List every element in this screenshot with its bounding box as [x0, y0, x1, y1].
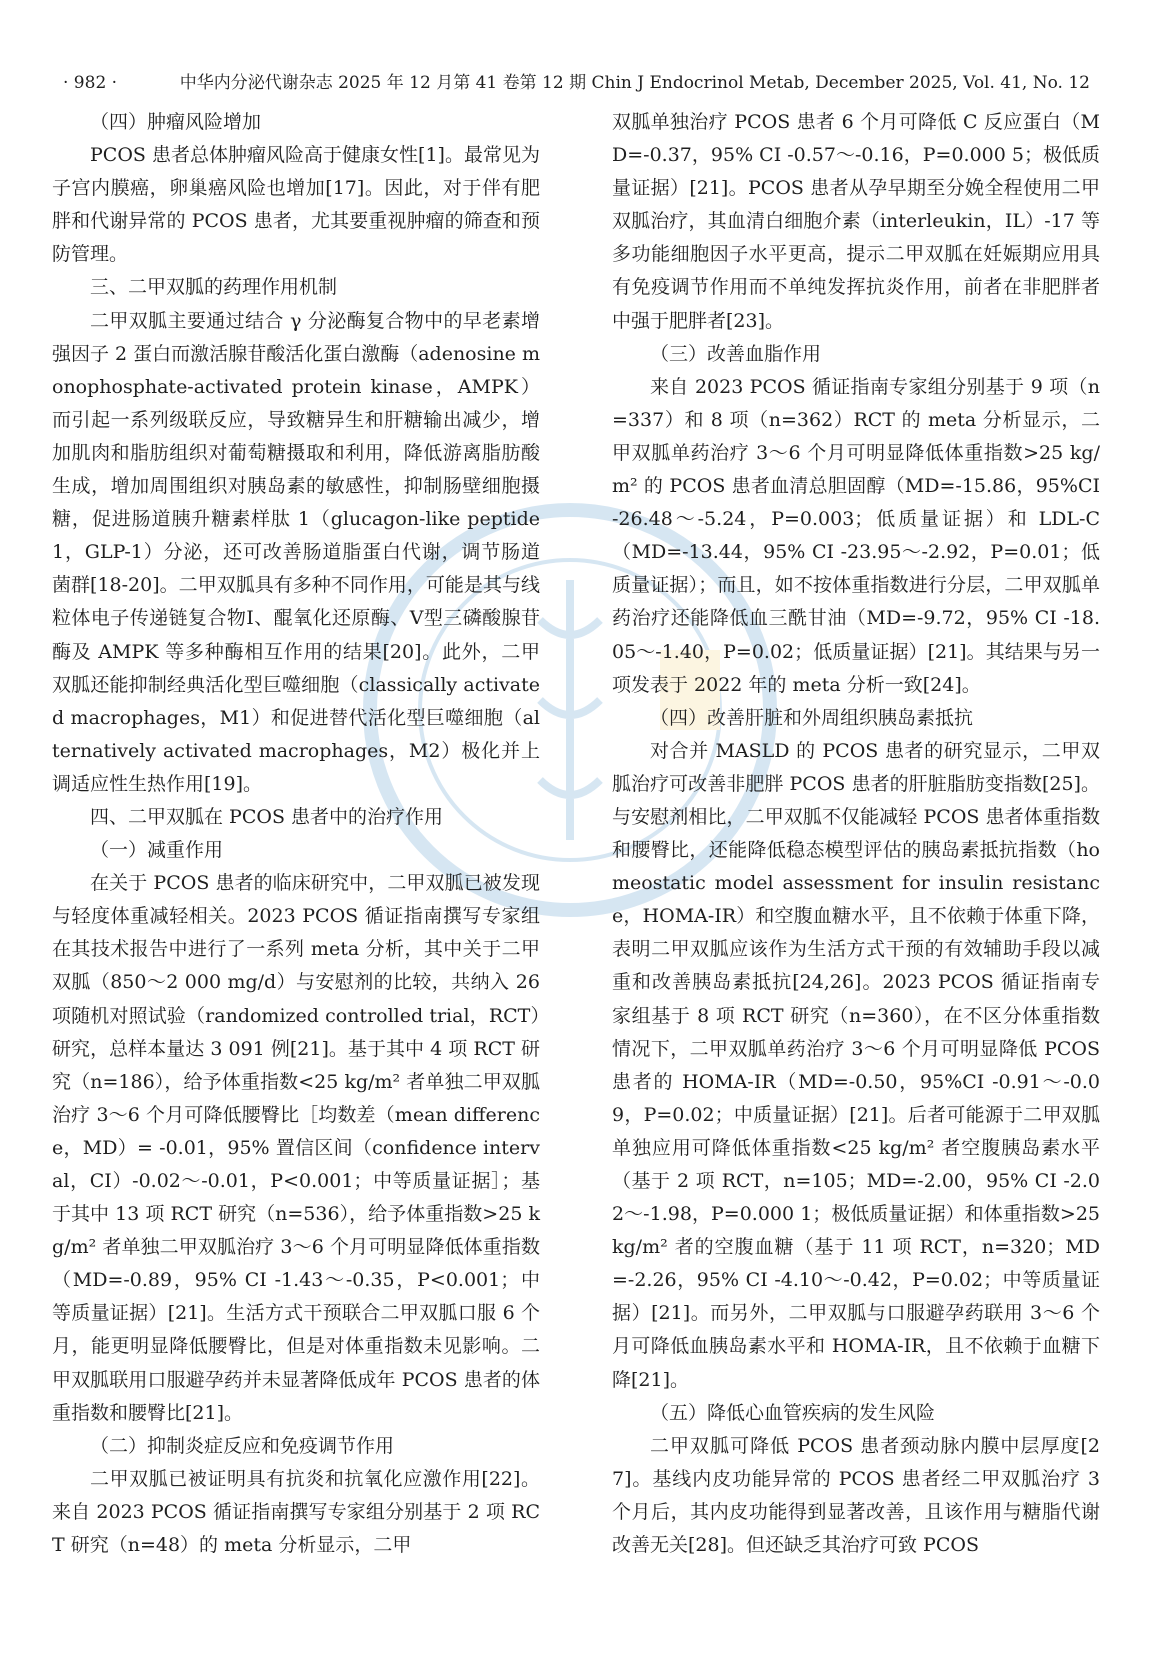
section-heading: （一）减重作用 [90, 839, 224, 862]
right-column [612, 106, 1100, 1562]
left-column [52, 106, 540, 1562]
body-paragraph: 对合并 MASLD 的 PCOS 患者的研究显示，二甲双胍治疗可改善非肥胖 PCOS 患者的肝脏脂肪变指数[25]。与安慰剂相比，二甲双胍不仅能减轻 PCOS 患者体重指数和腰臀比，还能降低稳态模型评估的胰岛素抵抗指数（homeostatic model assessment for insulin resistance，HOMA-IR）和空腹血糖水平，且不依赖于体重下降，表明二甲双胍应该作为生活方式干预的有效辅助手段以减重和改善胰岛素抵抗[24,26]。2023 PCOS 循证指南专家组基于 8 项 RCT 研究（n=360），在不区分体重指数情况下，二甲双胍单药治疗 3～6 个月可明显降低 PCOS 患者的 HOMA-IR（MD=-0.50，95%CI -0.91～-0.09，P=0.02；中质量证据）[21]。后者可能源于二甲双胍单独应用可降低体重指数<25 kg/m² 者空腹胰岛素水平（基于 2 项 RCT，n=105；MD=-2.00，95% CI -2.02～-1.98，P=0.000 1；极低质量证据）和体重指数>25 kg/m² 者的空腹血糖（基于 11 项 RCT，n=320；MD=-2.26，95% CI -4.10～-0.42，P=0.02；中等质量证据）[21]。而另外，二甲双胍与口服避孕药联用 3～6 个月可降低血胰岛素水平和 HOMA-IR，且不依赖于血糖下降[21]。 [612, 739, 1100, 1391]
section-heading: 三、二甲双胍的药理作用机制 [90, 276, 338, 299]
body-paragraph: PCOS 患者总体肿瘤风险高于健康女性[1]。最常见为子宫内膜癌，卵巢癌风险也增加[17]。因此，对于伴有肥胖和代谢异常的 PCOS 患者，尤其要重视肿瘤的筛查和预防管理。 [52, 144, 540, 266]
page-header [50, 70, 1102, 96]
section-heading: （四）肿瘤风险增加 [90, 111, 262, 133]
page-number: · 982 · [63, 73, 118, 93]
journal-running-head: 中华内分泌代谢杂志 2025 年 12 月第 41 卷第 12 期 Chin J Endocrinol Metab, December 2025, Vol. 41, No. 12 [179, 73, 1090, 93]
body-paragraph: 来自 2023 PCOS 循证指南专家组分别基于 9 项（n=337）和 8 项（n=362）RCT 的 meta 分析显示，二甲双胍单药治疗 3～6 个月可明显降低体重指数>25 kg/m² 的 PCOS 患者血清总胆固醇（MD=-15.86，95%CI -26.48～-5.24，P=0.003；低质量证据）和 LDL-C（MD=-13.44，95% CI -23.95～-2.92，P=0.01；低质量证据）；而且，如不按体重指数进行分层，二甲双胍单药治疗还能降低血三酰甘油（MD=-9.72，95% CI -18.05～-1.40，P=0.02；低质量证据）[21]。其结果与另一项发表于 2022 年的 meta 分析一致[24]。 [612, 375, 1100, 696]
body-paragraph: 二甲双胍主要通过结合 γ 分泌酶复合物中的早老素增强因子 2 蛋白而激活腺苷酸活化蛋白激酶（adenosine monophosphate-activated protein kinase，AMPK）而引起一系列级联反应，导致糖异生和肝糖输出减少，增加肌肉和脂肪组织对葡萄糖摄取和利用，降低游离脂肪酸生成，增加周围组织对胰岛素的敏感性，抑制肠壁细胞摄糖，促进肠道胰升糖素样肽 1（glucagon-like peptide 1，GLP-1）分泌，还可改善肠道脂蛋白代谢，调节肠道菌群[18-20]。二甲双胍具有多种不同作用，可能是其与线粒体电子传递链复合物Ⅰ、醌氧化还原酶、Ⅴ型三磷酸腺苷酶及 AMPK 等多种酶相互作用的结果[20]。此外，二甲双胍还能抑制经典活化型巨噬细胞（classically activated macrophages，M1）和促进替代活化型巨噬细胞（alternatively activated macrophages，M2）极化并上调适应性生热作用[19]。 [52, 309, 540, 795]
body-paragraph: 二甲双胍可降低 PCOS 患者颈动脉内膜中层厚度[27]。基线内皮功能异常的 PCOS 患者经二甲双胍治疗 3 个月后，其内皮功能得到显著改善，且该作用与糖脂代谢改善无关[28]。但还缺乏其治疗可致 PCOS [612, 1434, 1100, 1557]
section-heading: （四）改善肝脏和外周组织胰岛素抵抗 [650, 706, 974, 729]
section-heading: （五）降低心血管疾病的发生风险 [650, 1401, 936, 1424]
body-paragraph: 双胍单独治疗 PCOS 患者 6 个月可降低 C 反应蛋白（MD=-0.37，95% CI -0.57～-0.16，P=0.000 5；极低质量证据）[21]。PCOS 患者从孕早期至分娩全程使用二甲双胍治疗，其血清白细胞介素（interleukin，IL）-17 等多功能细胞因子水平更高，提示二甲双胍在妊娠期应用具有免疫调节作用而不单纯发挥抗炎作用，前者在非肥胖者中强于肥胖者[23]。 [612, 111, 1100, 332]
section-heading: （二）抑制炎症反应和免疫调节作用 [90, 1434, 395, 1457]
section-heading: 四、二甲双胍在 PCOS 患者中的治疗作用 [90, 805, 443, 828]
body-paragraph: 二甲双胍已被证明具有抗炎和抗氧化应激作用[22]。来自 2023 PCOS 循证指南撰写专家组分别基于 2 项 RCT 研究（n=48）的 meta 分析显示，二甲 [52, 1467, 540, 1557]
body-paragraph: 在关于 PCOS 患者的临床研究中，二甲双胍已被发现与轻度体重减轻相关。2023 PCOS 循证指南撰写专家组在其技术报告中进行了一系列 meta 分析，其中关于二甲双胍（850～2 000 mg/d）与安慰剂的比较，共纳入 26 项随机对照试验（randomized controlled trial，RCT）研究，总样本量达 3 091 例[21]。基于其中 4 项 RCT 研究（n=186），给予体重指数<25 kg/m² 者单独二甲双胍治疗 3～6 个月可降低腰臀比［均数差（mean difference，MD）= -0.01，95% 置信区间（confidence interval，CI）-0.02～-0.01，P<0.001；中等质量证据］；基于其中 13 项 RCT 研究（n=536），给予体重指数>25 kg/m² 者单独二甲双胍治疗 3～6 个月可明显降低体重指数（MD=-0.89，95% CI -1.43～-0.35，P<0.001；中等质量证据）[21]。生活方式干预联合二甲双胍口服 6 个月，能更明显降低腰臀比，但是对体重指数未见影响。二甲双胍联用口服避孕药并未显著降低成年 PCOS 患者的体重指数和腰臀比[21]。 [52, 872, 540, 1424]
section-heading: （三）改善血脂作用 [650, 342, 822, 365]
